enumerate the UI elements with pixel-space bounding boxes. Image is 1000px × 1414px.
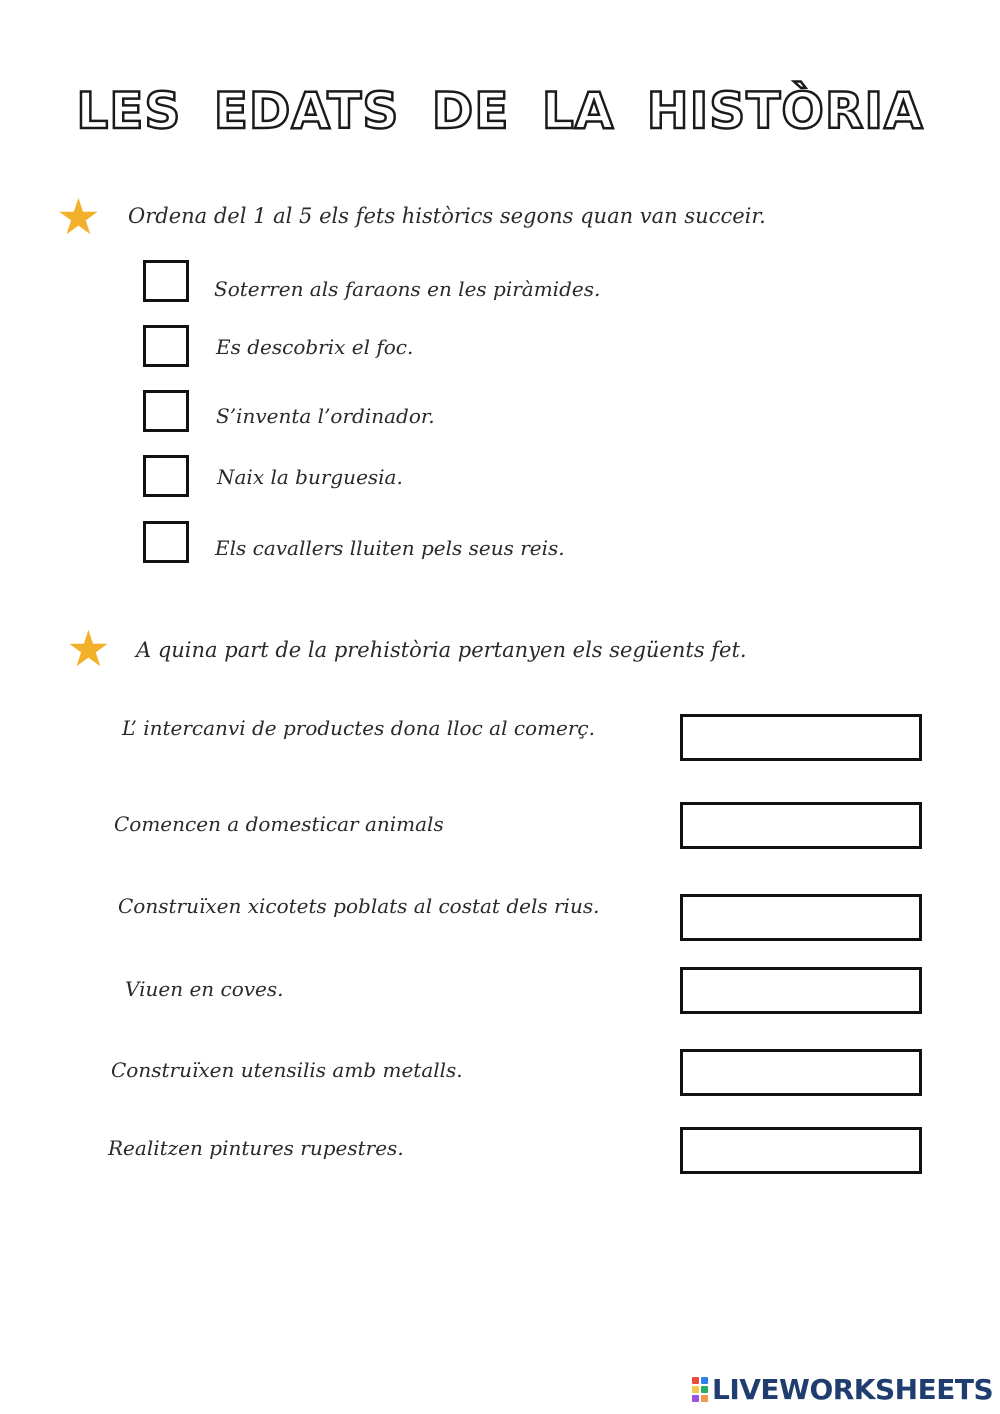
logo-square xyxy=(701,1377,708,1384)
period-answer-6[interactable] xyxy=(680,1127,922,1174)
order-box-1[interactable] xyxy=(143,260,189,302)
brand-name: LIVEWORKSHEETS xyxy=(712,1373,994,1406)
period-item-5: Construïxen utensilis amb metalls. xyxy=(111,1058,463,1082)
page-title: LES EDATS DE LA HISTÒRIA xyxy=(76,82,924,140)
order-item-3: S’inventa l’ordinador. xyxy=(216,404,435,428)
period-answer-5[interactable] xyxy=(680,1049,922,1096)
liveworksheets-logo xyxy=(692,1373,993,1406)
logo-square xyxy=(692,1395,699,1402)
order-box-4[interactable] xyxy=(143,455,189,497)
logo-mark-icon xyxy=(692,1377,708,1402)
period-item-6: Realitzen pintures rupestres. xyxy=(108,1136,404,1160)
order-item-5: Els cavallers lluiten pels seus reis. xyxy=(215,536,565,560)
star-icon: ★ xyxy=(66,620,111,678)
order-item-4: Naix la burguesia. xyxy=(217,465,403,489)
period-answer-4[interactable] xyxy=(680,967,922,1014)
logo-square xyxy=(701,1395,708,1402)
star-icon: ★ xyxy=(56,188,101,246)
period-answer-3[interactable] xyxy=(680,894,922,941)
period-item-3: Construïxen xicotets poblats al costat dels rius. xyxy=(118,894,600,918)
order-item-1: Soterren als faraons en les piràmides. xyxy=(214,277,601,301)
period-answer-2[interactable] xyxy=(680,802,922,849)
order-box-3[interactable] xyxy=(143,390,189,432)
period-item-2: Comencen a domesticar animals xyxy=(114,812,444,836)
logo-square xyxy=(701,1386,708,1393)
order-box-2[interactable] xyxy=(143,325,189,367)
order-box-5[interactable] xyxy=(143,521,189,563)
period-item-4: Viuen en coves. xyxy=(125,977,284,1001)
period-item-1: L’ intercanvi de productes dona lloc al comerç. xyxy=(122,716,595,740)
section2-instruction: A quina part de la prehistòria pertanyen els següents fet. xyxy=(136,638,747,662)
period-answer-1[interactable] xyxy=(680,714,922,761)
logo-square xyxy=(692,1386,699,1393)
logo-square xyxy=(692,1377,699,1384)
section1-instruction: Ordena del 1 al 5 els fets històrics segons quan van succeir. xyxy=(128,204,766,228)
order-item-2: Es descobrix el foc. xyxy=(216,335,414,359)
